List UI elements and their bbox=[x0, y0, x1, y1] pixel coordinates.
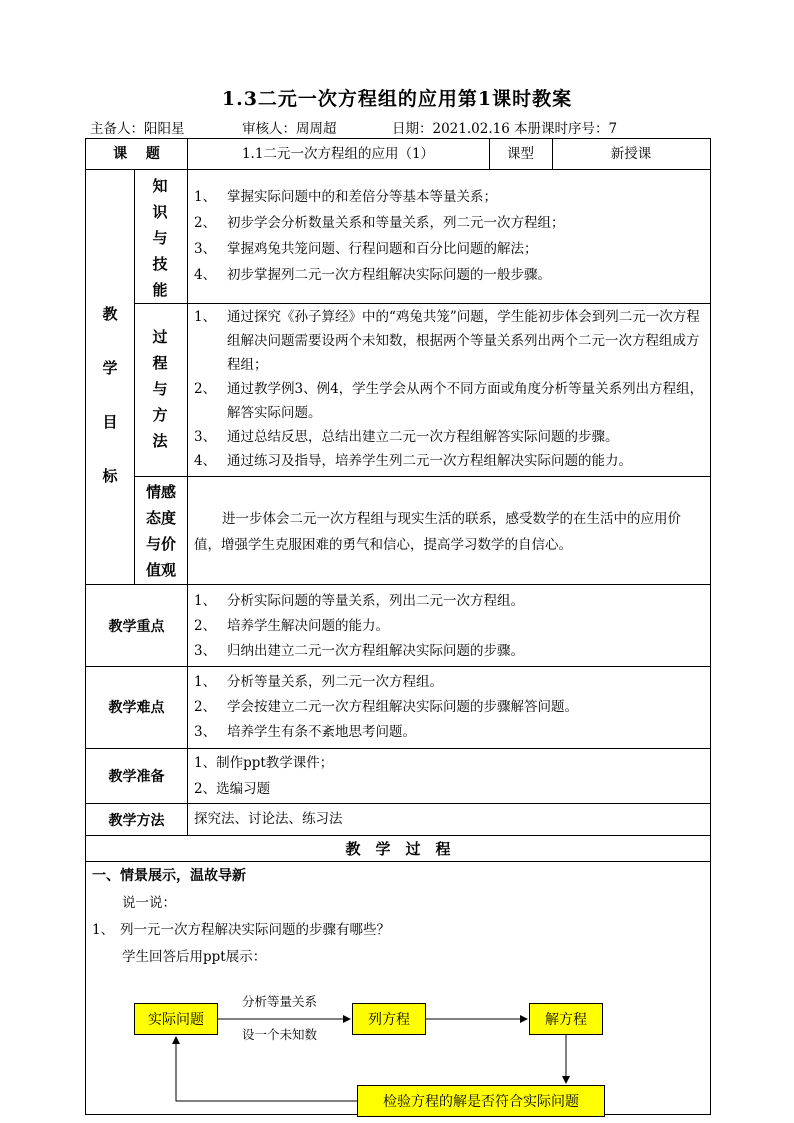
date: 日期：2021.02.16 bbox=[392, 121, 510, 137]
emotion-text: 进一步体会二元一次方程组与现实生活的联系，感受数学的在生活中的应用价值，增强学生克服困难的勇气和信心，提高学习数学的自信心。 bbox=[194, 511, 681, 553]
emotion-label: 情感 态度 与价 值观 bbox=[145, 483, 176, 579]
key-points-label: 教学重点 bbox=[108, 619, 165, 635]
flow-box-equation: 列方程 bbox=[352, 1003, 426, 1035]
answer-intro: 学生回答后用ppt展示： bbox=[122, 949, 267, 965]
knowledge-list: 1、 掌握实际问题中的和差倍分等基本等量关系； 2、 初步学会分析数量关系和等量关系，列二元一次方程组； 3、 掌握鸡兔共笼问题、行程问题和百分比问题的解法； 4、 初步掌握列二元一次方程组解决实际问题的一般步骤。 bbox=[194, 189, 565, 283]
flow-label-analyze: 分析等量关系 bbox=[242, 994, 318, 1009]
difficulties-list: 1、 分析等量关系，列二元一次方程组。 2、 学会按建立二元一次方程组解决实际问题的步骤解答问题。 3、 培养学生有条不紊地思考问题。 bbox=[194, 674, 578, 740]
knowledge-label: 知 识 与 技 能 bbox=[152, 177, 168, 299]
meta-line bbox=[90, 117, 730, 137]
arrow-verify-to-problem bbox=[176, 1037, 357, 1101]
process-method-label: 过 程 与 方 法 bbox=[152, 328, 168, 450]
preparation-list: 1、制作ppt教学课件； 2、选编习题 bbox=[194, 755, 334, 797]
topic-value: 1.1二元一次方程组的应用（1） bbox=[241, 146, 435, 162]
topic-label: 课 题 bbox=[113, 146, 160, 162]
flow-label-unknown: 设一个未知数 bbox=[242, 1027, 318, 1042]
type-label: 课型 bbox=[507, 146, 534, 162]
process-list: 1、 通过探究《孙子算经》中的“鸡兔共笼”问题，学生能初步体会到列二元一次方程组解决问题需要设两个未知数，根据两个等量关系列出两个二元一次方程组成方程组； 2、 通过教学例3、例4，学生学会从两个不同方面或角度分析等量关系列出方程组，解答实际问题。 3、 通过总结反思，总结出建立二元一次方程组解答实际问题的步骤。 4、 通过练习及指导，培养学生列二元一次方程组解决实际问题的能力。 bbox=[194, 309, 704, 469]
document-title: 1.3二元一次方程组的应用第1课时教案 bbox=[221, 88, 573, 110]
methods-text: 探究法、讨论法、练习法 bbox=[194, 811, 343, 827]
methods-label: 教学方法 bbox=[108, 813, 165, 829]
reviewer: 审核人：周周超 bbox=[242, 121, 337, 137]
type-value: 新授课 bbox=[610, 146, 652, 162]
lesson-plan-table bbox=[85, 138, 711, 1115]
preparation-label: 教学准备 bbox=[108, 769, 165, 785]
flow-box-verify: 检验方程的解是否符合实际问题 bbox=[357, 1085, 605, 1117]
question: 1、 列一元一次方程解决实际问题的步骤有哪些？ bbox=[92, 922, 390, 938]
process-header: 教 学 过 程 bbox=[345, 840, 451, 858]
serial-number: 本册课时序号：7 bbox=[514, 121, 618, 137]
section-heading: 一、情景展示，温故导新 bbox=[92, 868, 246, 884]
objectives-label: 教 学 目 标 bbox=[102, 305, 118, 485]
flow-box-real-problem: 实际问题 bbox=[134, 1003, 218, 1035]
flow-box-solve: 解方程 bbox=[529, 1003, 603, 1035]
key-points-list: 1、 分析实际问题的等量关系，列出二元一次方程组。 2、 培养学生解决问题的能力。 3、 归纳出建立二元一次方程组解决实际问题的步骤。 bbox=[194, 593, 524, 659]
difficulties-label: 教学难点 bbox=[108, 700, 165, 716]
preparer: 主备人：阳阳星 bbox=[90, 121, 185, 137]
say-prompt: 说一说： bbox=[122, 895, 176, 911]
